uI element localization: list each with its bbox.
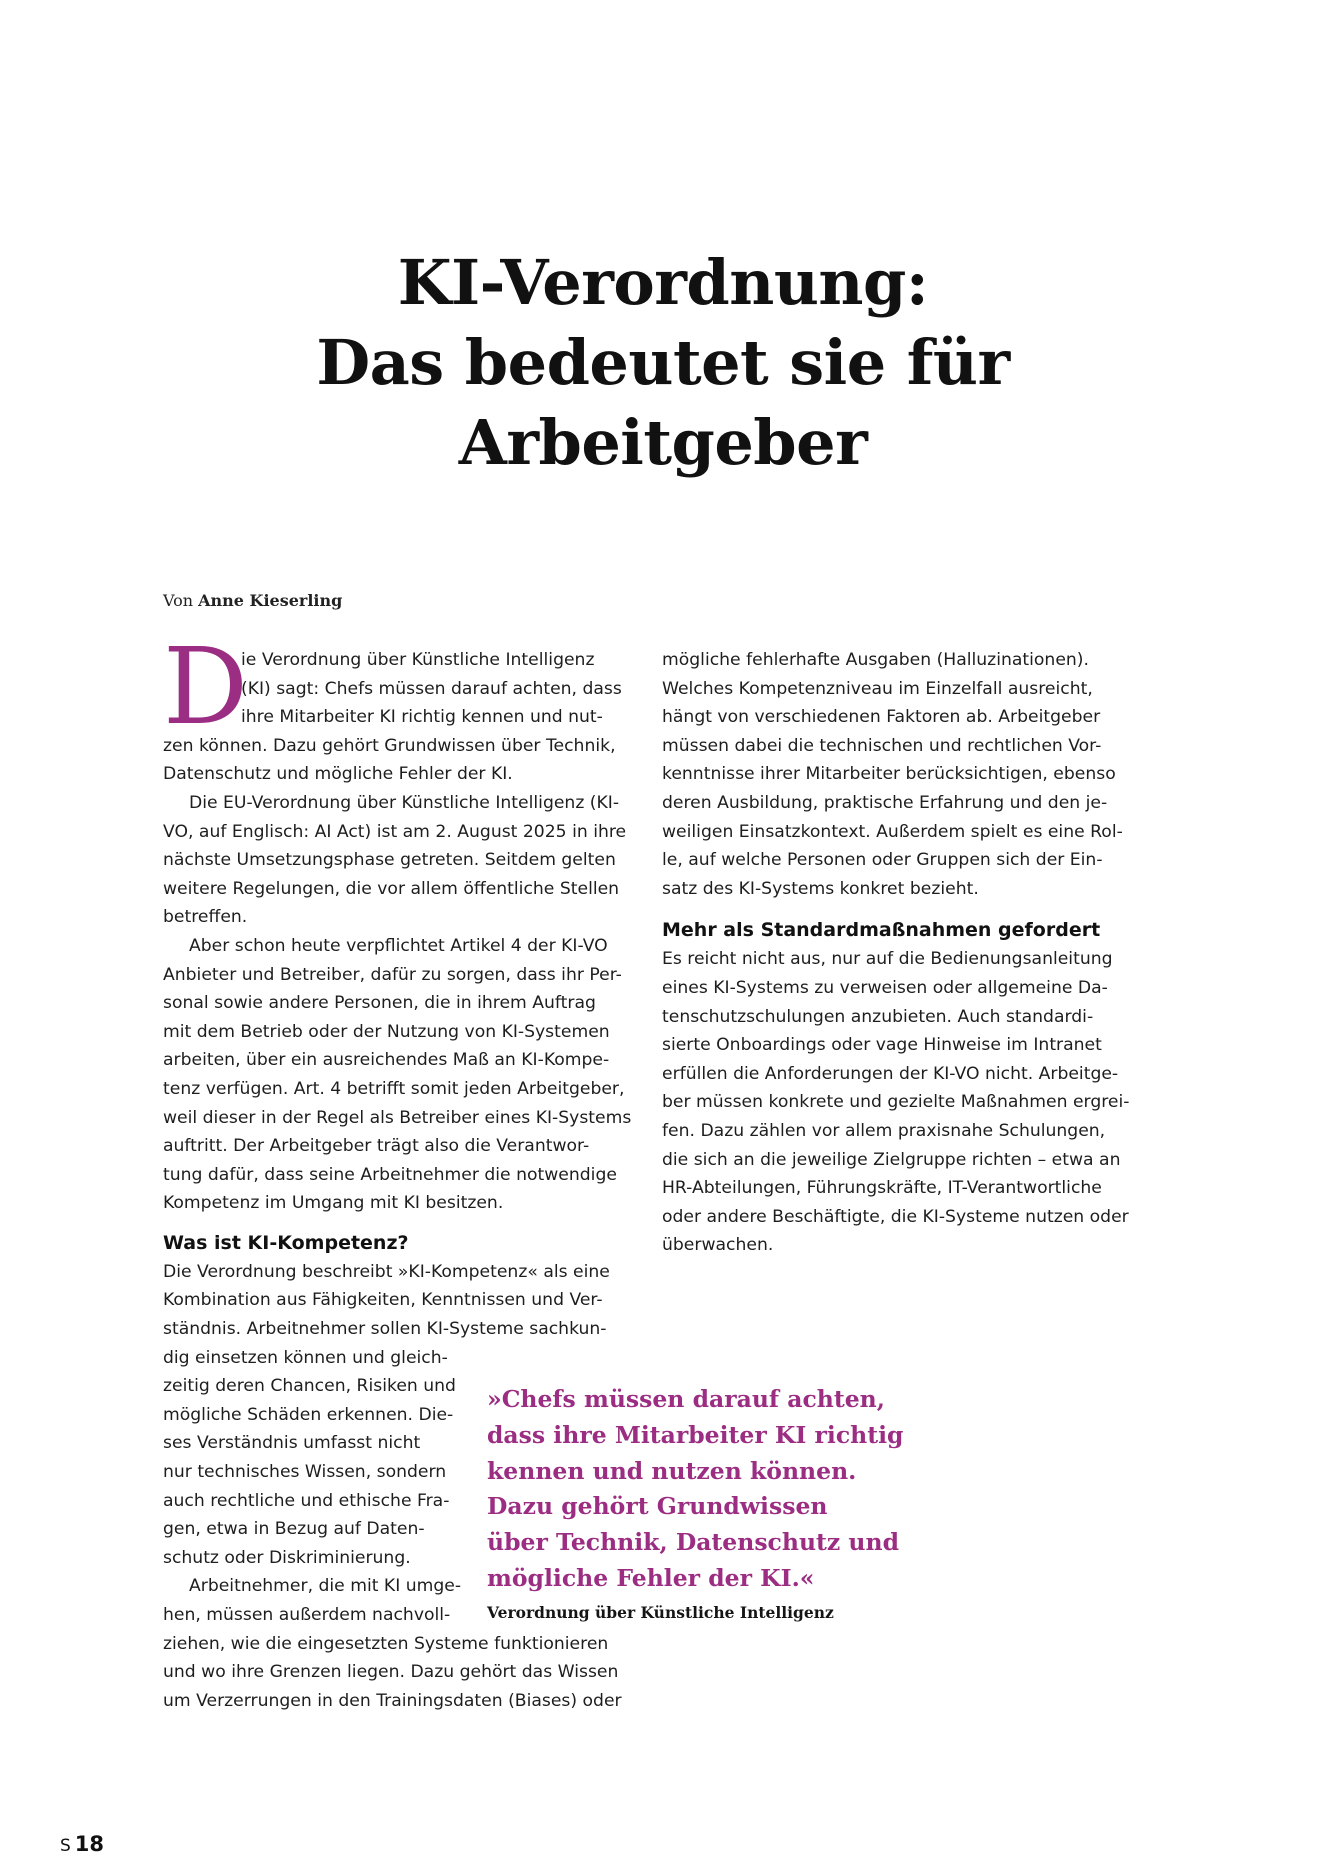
text-line: weiligen Einsatzkontext. Außerdem spielt es eine Rol- <box>662 821 1123 842</box>
section-heading: Mehr als Standardmaßnahmen gefordert <box>662 919 1101 942</box>
text-line: die sich an die jeweilige Zielgruppe richten – etwa an <box>662 1149 1121 1170</box>
text-line: zen können. Dazu gehört Grundwissen über Technik, <box>163 735 616 756</box>
text-line: tenz verfügen. Art. 4 betrifft somit jeden Arbeitgeber, <box>163 1078 625 1099</box>
text-line: ziehen, wie die eingesetzten Systeme funktionieren <box>163 1633 609 1654</box>
byline <box>163 591 342 610</box>
text-line: Aber schon heute verpflichtet Artikel 4 der KI-VO <box>189 935 608 956</box>
text-line: weitere Regelungen, die vor allem öffentliche Stellen <box>163 878 620 899</box>
text-line: mögliche Schäden erkennen. Die- <box>163 1404 454 1425</box>
section-heading: Was ist KI-Kompetenz? <box>163 1231 409 1254</box>
text-line: Es reicht nicht aus, nur auf die Bedienungsanleitung <box>662 949 1113 970</box>
text-line: Arbeitnehmer, die mit KI umge- <box>189 1576 462 1597</box>
paragraph <box>662 646 1142 903</box>
text-line: tung dafür, dass seine Arbeitnehmer die notwendige <box>163 1164 617 1185</box>
text-line: Welches Kompetenzniveau im Einzelfall ausreicht, <box>662 678 1093 699</box>
drop-cap: D <box>163 625 248 748</box>
text-line: satz des KI-Systems konkret bezieht. <box>662 878 979 899</box>
text-line: gen, etwa in Bezug auf Daten- <box>163 1519 425 1540</box>
text-line: und wo ihre Grenzen liegen. Dazu gehört das Wissen <box>163 1662 619 1683</box>
text-line: ber müssen konkrete und gezielte Maßnahmen ergrei- <box>662 1092 1130 1113</box>
text-line: fen. Dazu zählen vor allem praxisnahe Schulungen, <box>662 1120 1106 1141</box>
text-line: HR-Abteilungen, Führungskräfte, IT-Verantwortliche <box>662 1178 1102 1199</box>
paragraph <box>163 789 633 932</box>
pull-quote-source: Verordnung über Künstliche Intelligenz <box>487 1603 834 1622</box>
quote-line: kennen und nutzen können. <box>487 1456 857 1485</box>
text-line: ie Verordnung über Künstliche Intelligenz <box>241 650 595 670</box>
text-line: auftritt. Der Arbeitgeber trägt also die Verantwor- <box>163 1136 590 1157</box>
quote-line: über Technik, Datenschutz und <box>487 1528 900 1557</box>
intro-paragraph <box>163 625 633 789</box>
title-line: KI-Verordnung: <box>397 246 929 319</box>
text-line: weil dieser in der Regel als Betreiber eines KI-Systems <box>163 1107 632 1128</box>
paragraph <box>662 945 1142 1260</box>
text-line: ihre Mitarbeiter KI richtig kennen und nut- <box>241 707 603 728</box>
quote-line: dass ihre Mitarbeiter KI richtig <box>487 1420 904 1449</box>
text-line: (KI) sagt: Chefs müssen darauf achten, dass <box>241 678 622 699</box>
text-line: nur technisches Wissen, sondern <box>163 1462 447 1483</box>
text-line: Kombination aus Fähigkeiten, Kenntnissen und Ver- <box>163 1290 603 1311</box>
text-line: müssen dabei die technischen und rechtlichen Vor- <box>662 735 1102 756</box>
text-line: betreffen. <box>163 907 248 928</box>
text-line: kenntnisse ihrer Mitarbeiter berücksichtigen, ebenso <box>662 764 1116 785</box>
pull-quote <box>487 1382 957 1597</box>
text-line: VO, auf Englisch: AI Act) ist am 2. August 2025 in ihre <box>163 821 627 842</box>
text-line: sonal sowie andere Personen, die in ihrem Auftrag <box>163 993 596 1014</box>
text-line: schutz oder Diskriminierung. <box>163 1547 411 1568</box>
paragraph <box>163 932 633 1218</box>
text-line: Anbieter und Betreiber, dafür zu sorgen, dass ihr Per- <box>163 964 622 985</box>
page-number-value: 18 <box>74 1832 105 1856</box>
article-title <box>0 243 1326 483</box>
right-column <box>662 646 1142 1260</box>
text-line: zeitig deren Chancen, Risiken und <box>163 1376 456 1397</box>
quote-line: Dazu gehört Grundwissen <box>487 1492 828 1521</box>
text-line: deren Ausbildung, praktische Erfahrung und den je- <box>662 792 1108 813</box>
text-line: mit dem Betrieb oder der Nutzung von KI-Systemen <box>163 1021 610 1042</box>
text-line: le, auf welche Personen oder Gruppen sich der Ein- <box>662 850 1103 871</box>
text-line: mögliche fehlerhafte Ausgaben (Halluzinationen). <box>662 650 1089 670</box>
text-line: arbeiten, über ein ausreichendes Maß an KI-Kompe- <box>163 1050 610 1071</box>
author-name: Anne Kieserling <box>198 591 343 610</box>
text-line: nächste Umsetzungsphase getreten. Seitdem gelten <box>163 850 616 871</box>
page-prefix: S <box>60 1836 71 1856</box>
text-line: sierte Onboardings oder vage Hinweise im Intranet <box>662 1035 1102 1056</box>
text-line: hen, müssen außerdem nachvoll- <box>163 1605 451 1625</box>
text-line: ses Verständnis umfasst nicht <box>163 1433 421 1454</box>
title-line: Arbeitgeber <box>458 406 868 479</box>
text-line: auch rechtliche und ethische Fra- <box>163 1490 450 1511</box>
text-line: eines KI-Systems zu verweisen oder allgemeine Da- <box>662 977 1108 998</box>
quote-line: mögliche Fehler der KI.« <box>487 1563 815 1592</box>
text-line: hängt von verschiedenen Faktoren ab. Arbeitgeber <box>662 707 1101 728</box>
quote-line: »Chefs müssen darauf achten, <box>487 1385 885 1413</box>
text-line: dig einsetzen können und gleich- <box>163 1347 448 1368</box>
title-line: Das bedeutet sie für <box>316 326 1010 399</box>
page-number <box>60 1832 104 1856</box>
text-line: überwachen. <box>662 1235 774 1256</box>
text-line: erfüllen die Anforderungen der KI-VO nicht. Arbeitge- <box>662 1063 1119 1084</box>
text-line: Die Verordnung beschreibt »KI-Kompetenz« als eine <box>163 1261 610 1282</box>
text-line: Kompetenz im Umgang mit KI besitzen. <box>163 1193 504 1214</box>
text-line: oder andere Beschäftigte, die KI-Systeme nutzen oder <box>662 1206 1129 1227</box>
text-line: ständnis. Arbeitnehmer sollen KI-Systeme sachkun- <box>163 1319 607 1340</box>
text-line: um Verzerrungen in den Trainingsdaten (Biases) oder <box>163 1690 622 1711</box>
text-line: Die EU-Verordnung über Künstliche Intelligenz (KI- <box>189 792 620 813</box>
byline-prefix: Von <box>163 591 194 610</box>
text-line: Datenschutz und mögliche Fehler der KI. <box>163 764 513 785</box>
text-line: tenschutzschulungen anzubieten. Auch standardi- <box>662 1006 1094 1027</box>
